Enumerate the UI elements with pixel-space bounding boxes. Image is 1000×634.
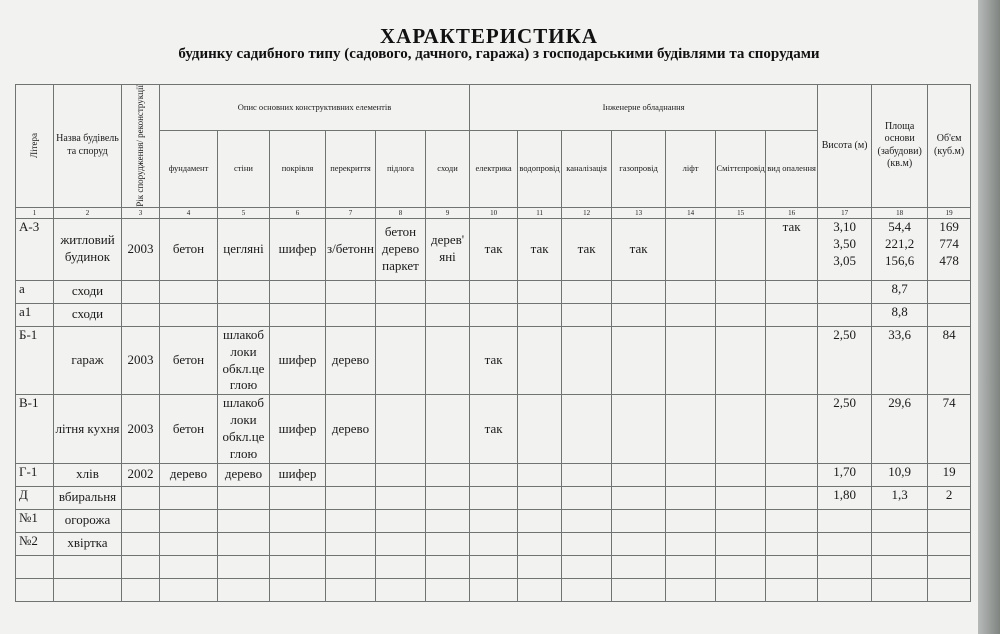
- cell-pokrivlya: шифер: [270, 463, 326, 486]
- cell-vyd-opalennya: [766, 532, 818, 555]
- cell-litera: [16, 578, 54, 601]
- vysota-value: 3,50: [833, 235, 857, 251]
- cell-nazva: хлів: [54, 463, 122, 486]
- vysota-value: 3,05: [833, 252, 857, 268]
- cell-gazoprovid: так: [612, 218, 666, 280]
- cell-lift: [666, 578, 716, 601]
- column-number: 12: [562, 207, 612, 218]
- cell-litera: А-3: [16, 218, 54, 280]
- header-skhody: сходи: [426, 131, 470, 208]
- cell-obsyag: [928, 218, 971, 280]
- column-number: 19: [928, 207, 971, 218]
- ploshcha-value: 29,6: [888, 395, 912, 411]
- cell-elektryka: [470, 486, 518, 509]
- cell-perekryttya: [326, 280, 376, 303]
- cell-ploshcha: [872, 395, 928, 464]
- cell-vyd-opalennya: [766, 578, 818, 601]
- cell-obsyag: [928, 395, 971, 464]
- cell-vyd-opalennya: [766, 486, 818, 509]
- cell-pokrivlya: [270, 555, 326, 578]
- cell-lift: [666, 303, 716, 326]
- cell-vodoprovid: [518, 463, 562, 486]
- obsyag-value: 19: [942, 463, 956, 479]
- cell-fundament: дерево: [160, 463, 218, 486]
- cell-nazva: [54, 555, 122, 578]
- vysota-value: 2,50: [833, 326, 857, 342]
- cell-ploshcha: [872, 463, 928, 486]
- cell-perekryttya: [326, 532, 376, 555]
- cell-gazoprovid: [612, 303, 666, 326]
- table-row: [16, 578, 971, 601]
- cell-fundament: бетон: [160, 218, 218, 280]
- cell-lift: [666, 463, 716, 486]
- cell-pidloga: [376, 578, 426, 601]
- ploshcha-value: 8,7: [891, 280, 908, 296]
- cell-skhody: [426, 326, 470, 395]
- cell-gazoprovid: [612, 555, 666, 578]
- cell-rik: [122, 555, 160, 578]
- vysota-value: 1,80: [833, 486, 857, 502]
- cell-litera: а: [16, 280, 54, 303]
- obsyag-value: 478: [939, 252, 959, 268]
- cell-pidloga: [376, 555, 426, 578]
- cell-smittyeprovid: [716, 509, 766, 532]
- header-gazoprovid: газопровід: [612, 131, 666, 208]
- cell-kanalizatsiya: [562, 509, 612, 532]
- cell-obsyag: [928, 532, 971, 555]
- cell-stiny: [218, 532, 270, 555]
- column-number: 5: [218, 207, 270, 218]
- ploshcha-value: 1,3: [891, 486, 908, 502]
- header-vodoprovid: водопровід: [518, 131, 562, 208]
- obsyag-value: 169: [939, 218, 959, 234]
- cell-smittyeprovid: [716, 532, 766, 555]
- cell-lift: [666, 532, 716, 555]
- cell-pokrivlya: [270, 303, 326, 326]
- cell-nazva: сходи: [54, 280, 122, 303]
- table-row: [16, 218, 971, 280]
- cell-skhody: [426, 509, 470, 532]
- cell-obsyag: [928, 555, 971, 578]
- cell-kanalizatsiya: [562, 280, 612, 303]
- cell-vyd-opalennya: [766, 509, 818, 532]
- cell-perekryttya: [326, 486, 376, 509]
- cell-stiny: шлакоб локи обкл.це глою: [218, 326, 270, 395]
- cell-vysota: [818, 280, 872, 303]
- column-number: 15: [716, 207, 766, 218]
- cell-vyd-opalennya: [766, 463, 818, 486]
- cell-vyd-opalennya: [766, 280, 818, 303]
- header-stiny: стіни: [218, 131, 270, 208]
- cell-skhody: [426, 280, 470, 303]
- cell-skhody: [426, 486, 470, 509]
- column-number-row: [16, 207, 971, 218]
- cell-gazoprovid: [612, 280, 666, 303]
- cell-obsyag: [928, 578, 971, 601]
- table-row: [16, 303, 971, 326]
- cell-gazoprovid: [612, 509, 666, 532]
- cell-smittyeprovid: [716, 463, 766, 486]
- cell-ploshcha: [872, 486, 928, 509]
- column-number: 3: [122, 207, 160, 218]
- cell-ploshcha: [872, 532, 928, 555]
- cell-vysota: [818, 555, 872, 578]
- header-ploshcha: Площа основи (забудови) (кв.м): [872, 85, 928, 208]
- cell-smittyeprovid: [716, 280, 766, 303]
- cell-vysota: [818, 463, 872, 486]
- cell-skhody: [426, 555, 470, 578]
- cell-nazva: вбиральня: [54, 486, 122, 509]
- cell-obsyag: [928, 303, 971, 326]
- cell-vyd-opalennya: [766, 395, 818, 464]
- cell-fundament: [160, 555, 218, 578]
- cell-elektryka: [470, 578, 518, 601]
- cell-skhody: [426, 578, 470, 601]
- cell-rik: [122, 509, 160, 532]
- ploshcha-value: 54,4: [888, 218, 912, 234]
- cell-perekryttya: [326, 578, 376, 601]
- cell-fundament: [160, 578, 218, 601]
- cell-vysota: [818, 532, 872, 555]
- header-vyd-opalennya: вид опалення: [766, 131, 818, 208]
- background-edge: [978, 0, 1000, 634]
- vysota-value: 3,10: [833, 218, 857, 234]
- cell-kanalizatsiya: [562, 303, 612, 326]
- vysota-value: 1,70: [833, 463, 857, 479]
- header-inzh: Інженерне обладнання: [470, 85, 818, 131]
- ploshcha-value: 33,6: [888, 326, 912, 342]
- cell-perekryttya: з/бетонн: [326, 218, 376, 280]
- cell-elektryka: так: [470, 218, 518, 280]
- cell-stiny: [218, 280, 270, 303]
- cell-nazva: [54, 578, 122, 601]
- cell-kanalizatsiya: [562, 395, 612, 464]
- cell-pidloga: [376, 509, 426, 532]
- cell-lift: [666, 509, 716, 532]
- column-number: 7: [326, 207, 376, 218]
- cell-rik: [122, 532, 160, 555]
- cell-smittyeprovid: [716, 218, 766, 280]
- cell-elektryka: [470, 509, 518, 532]
- cell-rik: 2003: [122, 395, 160, 464]
- cell-rik: 2003: [122, 218, 160, 280]
- cell-ploshcha: [872, 303, 928, 326]
- cell-skhody: дерев' яні: [426, 218, 470, 280]
- column-number: 11: [518, 207, 562, 218]
- cell-pokrivlya: шифер: [270, 395, 326, 464]
- cell-pidloga: [376, 395, 426, 464]
- vysota-value: 2,50: [833, 395, 857, 411]
- cell-vodoprovid: так: [518, 218, 562, 280]
- column-number: 9: [426, 207, 470, 218]
- cell-vysota: [818, 218, 872, 280]
- cell-stiny: [218, 509, 270, 532]
- cell-lift: [666, 326, 716, 395]
- table-row: [16, 395, 971, 464]
- cell-skhody: [426, 303, 470, 326]
- column-number: 6: [270, 207, 326, 218]
- column-number: 14: [666, 207, 716, 218]
- cell-lift: [666, 486, 716, 509]
- header-kanalizatsiya: каналізація: [562, 131, 612, 208]
- cell-perekryttya: [326, 463, 376, 486]
- cell-kanalizatsiya: [562, 578, 612, 601]
- cell-fundament: [160, 509, 218, 532]
- cell-elektryka: [470, 555, 518, 578]
- cell-rik: [122, 303, 160, 326]
- cell-gazoprovid: [612, 395, 666, 464]
- cell-nazva: сходи: [54, 303, 122, 326]
- cell-pidloga: [376, 486, 426, 509]
- cell-skhody: [426, 463, 470, 486]
- cell-pokrivlya: [270, 509, 326, 532]
- cell-gazoprovid: [612, 326, 666, 395]
- cell-pokrivlya: [270, 578, 326, 601]
- cell-vodoprovid: [518, 326, 562, 395]
- cell-stiny: [218, 555, 270, 578]
- header-nazva: Назва будівель та споруд: [54, 85, 122, 208]
- header-perekryttya: перекриття: [326, 131, 376, 208]
- cell-kanalizatsiya: так: [562, 218, 612, 280]
- cell-stiny: [218, 578, 270, 601]
- cell-ploshcha: [872, 555, 928, 578]
- cell-obsyag: [928, 326, 971, 395]
- cell-stiny: шлакоб локи обкл.це глою: [218, 395, 270, 464]
- cell-smittyeprovid: [716, 555, 766, 578]
- cell-elektryka: [470, 463, 518, 486]
- obsyag-value: 2: [945, 486, 953, 502]
- header-pokrivlya: покрівля: [270, 131, 326, 208]
- ploshcha-value: 221,2: [885, 235, 915, 251]
- cell-pidloga: [376, 532, 426, 555]
- cell-fundament: [160, 486, 218, 509]
- cell-elektryka: так: [470, 395, 518, 464]
- cell-rik: 2002: [122, 463, 160, 486]
- ploshcha-value: 10,9: [888, 463, 912, 479]
- cell-nazva: хвіртка: [54, 532, 122, 555]
- table-body: [16, 218, 971, 601]
- cell-smittyeprovid: [716, 395, 766, 464]
- cell-smittyeprovid: [716, 486, 766, 509]
- cell-pidloga: [376, 463, 426, 486]
- cell-pokrivlya: [270, 532, 326, 555]
- header-obsyag: Об'єм (куб.м): [928, 85, 971, 208]
- obsyag-value: 774: [939, 235, 959, 251]
- cell-litera: В-1: [16, 395, 54, 464]
- cell-pidloga: бетон дерево паркет: [376, 218, 426, 280]
- header-opys: Опис основних конструктивних елементів: [160, 85, 470, 131]
- cell-pokrivlya: [270, 486, 326, 509]
- cell-vodoprovid: [518, 280, 562, 303]
- header-smittyeprovid: Сміттєпровід: [716, 131, 766, 208]
- cell-nazva: огорожа: [54, 509, 122, 532]
- table-row: [16, 463, 971, 486]
- cell-nazva: гараж: [54, 326, 122, 395]
- header-fundament: фундамент: [160, 131, 218, 208]
- cell-litera: а1: [16, 303, 54, 326]
- column-number: 1: [16, 207, 54, 218]
- cell-elektryka: [470, 280, 518, 303]
- table-row: [16, 326, 971, 395]
- cell-vysota: [818, 395, 872, 464]
- cell-perekryttya: [326, 509, 376, 532]
- cell-pokrivlya: [270, 280, 326, 303]
- cell-obsyag: [928, 509, 971, 532]
- header-lift: ліфт: [666, 131, 716, 208]
- header-litera: Літера: [16, 85, 54, 208]
- cell-smittyeprovid: [716, 578, 766, 601]
- cell-vyd-opalennya: [766, 326, 818, 395]
- column-number: 13: [612, 207, 666, 218]
- cell-rik: [122, 280, 160, 303]
- cell-ploshcha: [872, 509, 928, 532]
- cell-perekryttya: [326, 555, 376, 578]
- cell-litera: Д: [16, 486, 54, 509]
- cell-elektryka: [470, 532, 518, 555]
- header-rik: Рік спорудження/ реконструкції: [122, 85, 160, 208]
- cell-vysota: [818, 509, 872, 532]
- cell-lift: [666, 280, 716, 303]
- cell-pokrivlya: шифер: [270, 218, 326, 280]
- table-row: [16, 486, 971, 509]
- cell-fundament: [160, 303, 218, 326]
- cell-stiny: [218, 303, 270, 326]
- table-row: [16, 509, 971, 532]
- column-number: 17: [818, 207, 872, 218]
- cell-obsyag: [928, 486, 971, 509]
- cell-litera: №2: [16, 532, 54, 555]
- cell-vyd-opalennya: так: [766, 218, 818, 280]
- cell-perekryttya: дерево: [326, 395, 376, 464]
- cell-litera: №1: [16, 509, 54, 532]
- cell-vysota: [818, 486, 872, 509]
- column-number: 8: [376, 207, 426, 218]
- table-row: [16, 555, 971, 578]
- cell-smittyeprovid: [716, 303, 766, 326]
- cell-nazva: літня кухня: [54, 395, 122, 464]
- document-title: ХАРАКТЕРИСТИКА: [380, 24, 598, 48]
- cell-pokrivlya: шифер: [270, 326, 326, 395]
- obsyag-value: 74: [942, 395, 956, 411]
- cell-vyd-opalennya: [766, 555, 818, 578]
- header-elektryka: електрика: [470, 131, 518, 208]
- cell-ploshcha: [872, 578, 928, 601]
- cell-gazoprovid: [612, 578, 666, 601]
- cell-gazoprovid: [612, 486, 666, 509]
- cell-ploshcha: [872, 280, 928, 303]
- cell-rik: [122, 486, 160, 509]
- cell-lift: [666, 555, 716, 578]
- cell-vodoprovid: [518, 532, 562, 555]
- cell-fundament: бетон: [160, 395, 218, 464]
- cell-vysota: [818, 578, 872, 601]
- ploshcha-value: 156,6: [885, 252, 915, 268]
- cell-stiny: цегляні: [218, 218, 270, 280]
- cell-smittyeprovid: [716, 326, 766, 395]
- table-row: [16, 532, 971, 555]
- cell-gazoprovid: [612, 463, 666, 486]
- cell-obsyag: [928, 280, 971, 303]
- cell-litera: [16, 555, 54, 578]
- cell-nazva: житловий будинок: [54, 218, 122, 280]
- cell-vodoprovid: [518, 303, 562, 326]
- obsyag-value: 84: [942, 326, 956, 342]
- cell-gazoprovid: [612, 532, 666, 555]
- column-number: 16: [766, 207, 818, 218]
- cell-vodoprovid: [518, 486, 562, 509]
- cell-kanalizatsiya: [562, 463, 612, 486]
- cell-vodoprovid: [518, 509, 562, 532]
- cell-perekryttya: [326, 303, 376, 326]
- cell-vysota: [818, 326, 872, 395]
- cell-pidloga: [376, 326, 426, 395]
- cell-stiny: [218, 486, 270, 509]
- cell-rik: 2003: [122, 326, 160, 395]
- cell-ploshcha: [872, 326, 928, 395]
- header-vysota: Висота (м): [818, 85, 872, 208]
- ploshcha-value: 8,8: [891, 303, 908, 319]
- column-number: 4: [160, 207, 218, 218]
- column-number: 18: [872, 207, 928, 218]
- cell-litera: Г-1: [16, 463, 54, 486]
- cell-skhody: [426, 532, 470, 555]
- cell-lift: [666, 395, 716, 464]
- cell-vodoprovid: [518, 555, 562, 578]
- cell-ploshcha: [872, 218, 928, 280]
- cell-skhody: [426, 395, 470, 464]
- cell-fundament: [160, 280, 218, 303]
- cell-pidloga: [376, 303, 426, 326]
- cell-vysota: [818, 303, 872, 326]
- cell-kanalizatsiya: [562, 532, 612, 555]
- column-number: 10: [470, 207, 518, 218]
- cell-kanalizatsiya: [562, 555, 612, 578]
- column-number: 2: [54, 207, 122, 218]
- cell-lift: [666, 218, 716, 280]
- cell-kanalizatsiya: [562, 486, 612, 509]
- cell-vyd-opalennya: [766, 303, 818, 326]
- cell-rik: [122, 578, 160, 601]
- cell-vodoprovid: [518, 578, 562, 601]
- table-row: [16, 280, 971, 303]
- cell-perekryttya: дерево: [326, 326, 376, 395]
- cell-fundament: [160, 532, 218, 555]
- document-subtitle: будинку садибного типу (садового, дачного, гаража) з господарськими будівлями та спорудами: [178, 46, 820, 62]
- cell-elektryka: так: [470, 326, 518, 395]
- cell-fundament: бетон: [160, 326, 218, 395]
- cell-kanalizatsiya: [562, 326, 612, 395]
- cell-pidloga: [376, 280, 426, 303]
- cell-stiny: дерево: [218, 463, 270, 486]
- header-pidloga: підлога: [376, 131, 426, 208]
- cell-litera: Б-1: [16, 326, 54, 395]
- cell-obsyag: [928, 463, 971, 486]
- cell-vodoprovid: [518, 395, 562, 464]
- characteristics-table: [15, 84, 971, 602]
- cell-elektryka: [470, 303, 518, 326]
